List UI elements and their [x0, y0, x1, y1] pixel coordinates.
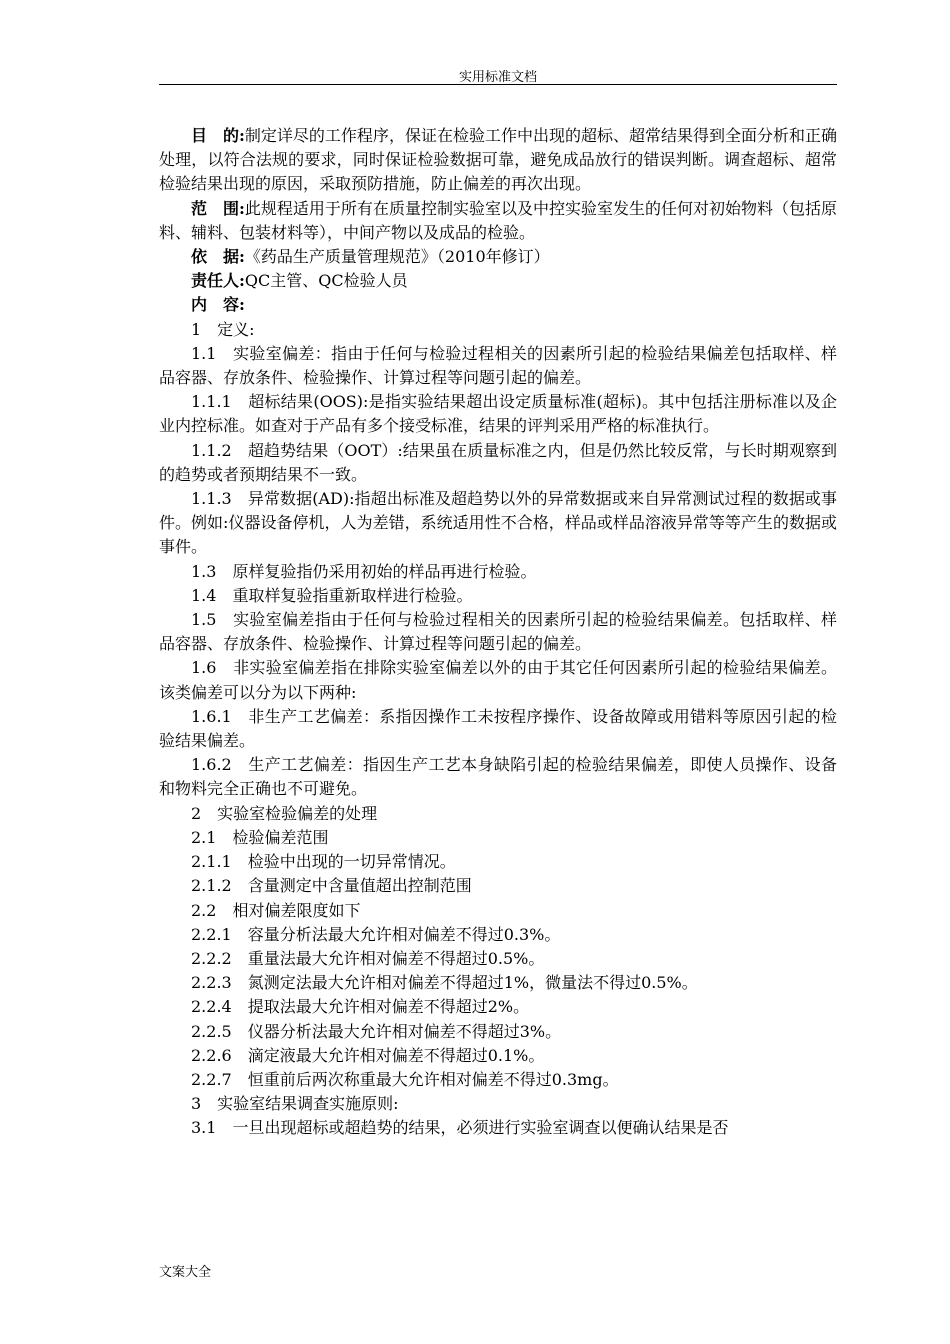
clause-1-4: 1.4 重取样复验指重新取样进行检验。 — [191, 585, 473, 605]
purpose-paragraph — [159, 124, 837, 197]
clause-2-1-1: 2.1.1 检验中出现的一切异常情况。 — [191, 852, 456, 872]
clause-2-2-7: 2.2.7 恒重前后两次称重最大允许相对偏差不得过0.3mg。 — [191, 1069, 619, 1089]
clause-1: 1 定义: — [191, 319, 255, 339]
clause-1-6-2: 1.6.2 生产工艺偏差：指因生产工艺本身缺陷引起的检验结果偏差，即使人员操作、设备和物料完全正确也不可避免。 — [159, 755, 837, 799]
document-body — [159, 124, 837, 1141]
basis-label: 依 据: — [191, 247, 245, 267]
clause-1-5: 1.5 实验室偏差指由于任何与检验过程相关的因素所引起的检验结果偏差。包括取样、样品容器、存放条件、检验操作、计算过程等问题引起的偏差。 — [159, 610, 837, 654]
responsible-label: 责任人: — [191, 271, 245, 291]
scope-label: 范 围: — [191, 198, 245, 218]
clause-3-1: 3.1 一旦出现超标或超趋势的结果，必须进行实验室调查以便确认结果是否 — [191, 1118, 729, 1138]
clause-2-1-2: 2.1.2 含量测定中含量值超出控制范围 — [191, 876, 472, 896]
clause-2-2-4: 2.2.4 提取法最大允许相对偏差不得超过2%。 — [191, 997, 530, 1017]
clause-2: 2 实验室检验偏差的处理 — [191, 803, 378, 823]
clause-2-2-5: 2.2.5 仪器分析法最大允许相对偏差不得超过3%。 — [191, 1021, 562, 1041]
purpose-text: 制定详尽的工作程序，保证在检验工作中出现的超标、超常结果得到全面分析和正确处理，以符合法规的要求，同时保证检验数据可靠，避免成品放行的错误判断。调查超标、超常检验结果出现的原因，采取预防措施，防止偏差的再次出现。 — [159, 126, 837, 194]
content-heading — [159, 293, 837, 317]
responsible-text: QC主管、QC检验人员 — [244, 271, 408, 291]
clause-2-2: 2.2 相对偏差限度如下 — [191, 900, 361, 920]
purpose-label: 目 的: — [191, 126, 245, 145]
clause-2-2-1: 2.2.1 容量分析法最大允许相对偏差不得过0.3%。 — [191, 924, 561, 944]
clause-2-2-2: 2.2.2 重量法最大允许相对偏差不得超过0.5%。 — [191, 948, 545, 968]
page-header: 实用标准文档 — [458, 70, 537, 85]
clause-2-1: 2.1 检验偏差范围 — [191, 827, 329, 847]
responsible-paragraph — [159, 269, 837, 293]
clause-2-2-6: 2.2.6 滴定液最大允许相对偏差不得超过0.1%。 — [191, 1045, 545, 1065]
clause-1-1-2: 1.1.2 超趋势结果（OOT）:结果虽在质量标准之内，但是仍然比较反常，与长时期观察到的趋势或者预期结果不一致。 — [159, 440, 837, 484]
basis-paragraph — [159, 245, 837, 269]
clause-1-6: 1.6 非实验室偏差指在排除实验室偏差以外的由于其它任何因素所引起的检验结果偏差。该类偏差可以分为以下两种: — [159, 658, 837, 702]
header-divider — [159, 84, 837, 85]
scope-text: 此规程适用于所有在质量控制实验室以及中控实验室发生的任何对初始物料（包括原料、辅料、包装材料等），中间产物以及成品的检验。 — [159, 198, 837, 242]
scope-paragraph — [159, 197, 837, 245]
clause-1-1: 1.1 实验室偏差：指由于任何与检验过程相关的因素所引起的检验结果偏差包括取样、样品容器、存放条件、检验操作、计算过程等问题引起的偏差。 — [159, 343, 837, 388]
clause-2-2-3: 2.2.3 氮测定法最大允许相对偏差不得超过1%，微量法不得过0.5%。 — [191, 973, 698, 993]
content-label: 内 容: — [191, 295, 245, 315]
clause-1-3: 1.3 原样复验指仍采用初始的样品再进行检验。 — [191, 561, 537, 581]
clause-1-6-1: 1.6.1 非生产工艺偏差：系指因操作工未按程序操作、设备故障或用错料等原因引起的检验结果偏差。 — [159, 706, 837, 751]
basis-text: 《药品生产质量管理规范》（2010年修订） — [244, 247, 550, 267]
clause-3: 3 实验室结果调查实施原则: — [191, 1094, 399, 1114]
page-footer: 文案大全 — [159, 1265, 212, 1280]
clause-1-1-3: 1.1.3 异常数据(AD):指超出标准及超趋势以外的异常数据或来自异常测试过程的数据或事件。例如:仪器设备停机，人为差错，系统适用性不合格，样品或样品溶液异常等等产生的数据或事件。 — [159, 489, 837, 557]
clause-1-1-1: 1.1.1 超标结果(OOS):是指实验结果超出设定质量标准(超标)。其中包括注册标准以及企业内控标准。如查对于产品有多个接受标准，结果的评判采用严格的标准执行。 — [159, 392, 837, 436]
